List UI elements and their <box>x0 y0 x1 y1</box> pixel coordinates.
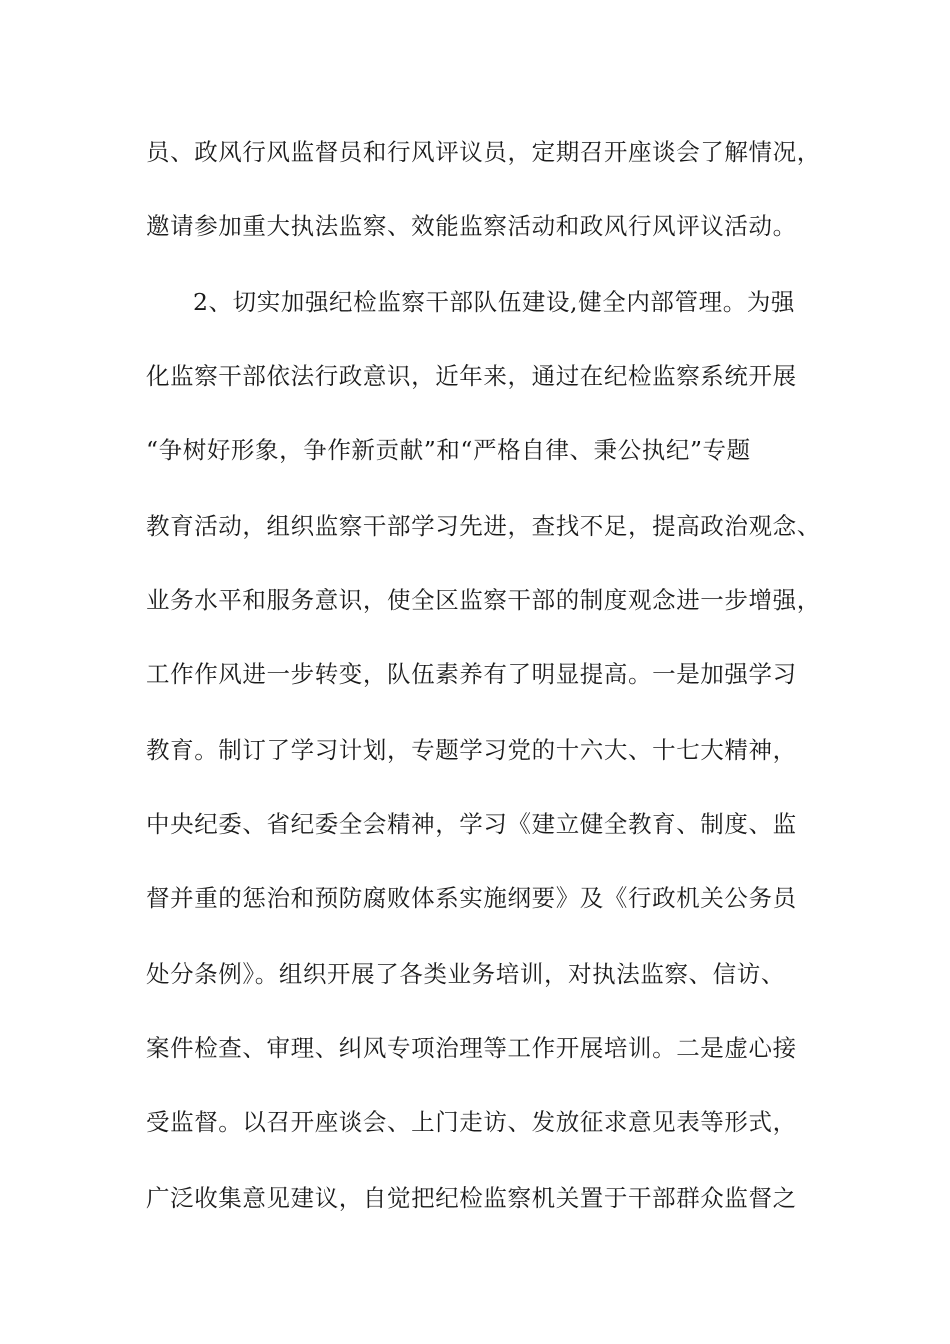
text-line: 督并重的惩治和预防腐败体系实施纲要》及《行政机关公务员 <box>146 884 797 912</box>
text-line: 受监督。以召开座谈会、上门走访、发放征求意见表等形式， <box>146 1108 797 1136</box>
text-line: 员、政风行风监督员和行风评议员，定期召开座谈会了解情况， <box>146 138 821 166</box>
text-line: 教育。制订了学习计划，专题学习党的十六大、十七大精神， <box>146 736 797 764</box>
text-line: 中央纪委、省纪委全会精神，学习《建立健全教育、制度、监 <box>146 810 797 838</box>
text-line: 化监察干部依法行政意识，近年来，通过在纪检监察系统开展 <box>146 362 797 390</box>
text-line: 教育活动，组织监察干部学习先进，查找不足，提高政治观念、 <box>146 512 821 540</box>
text-line: 业务水平和服务意识，使全区监察干部的制度观念进一步增强， <box>146 586 821 614</box>
text-line: 工作作风进一步转变，队伍素养有了明显提高。一是加强学习 <box>146 660 797 688</box>
text-line: 案件检查、审理、纠风专项治理等工作开展培训。二是虚心接 <box>146 1034 797 1062</box>
text-line: “争树好形象，争作新贡献”和“严格自律、秉公执纪”专题 <box>146 436 751 464</box>
text-line: 广泛收集意见建议，自觉把纪检监察机关置于干部群众监督之 <box>146 1184 797 1212</box>
text-line: 邀请参加重大执法监察、效能监察活动和政风行风评议活动。 <box>146 212 797 240</box>
paragraph-start-line: 2、切实加强纪检监察干部队伍建设,健全内部管理。为强 <box>193 288 796 316</box>
text-line: 处分条例》。组织开展了各类业务培训，对执法监察、信访、 <box>146 960 785 988</box>
